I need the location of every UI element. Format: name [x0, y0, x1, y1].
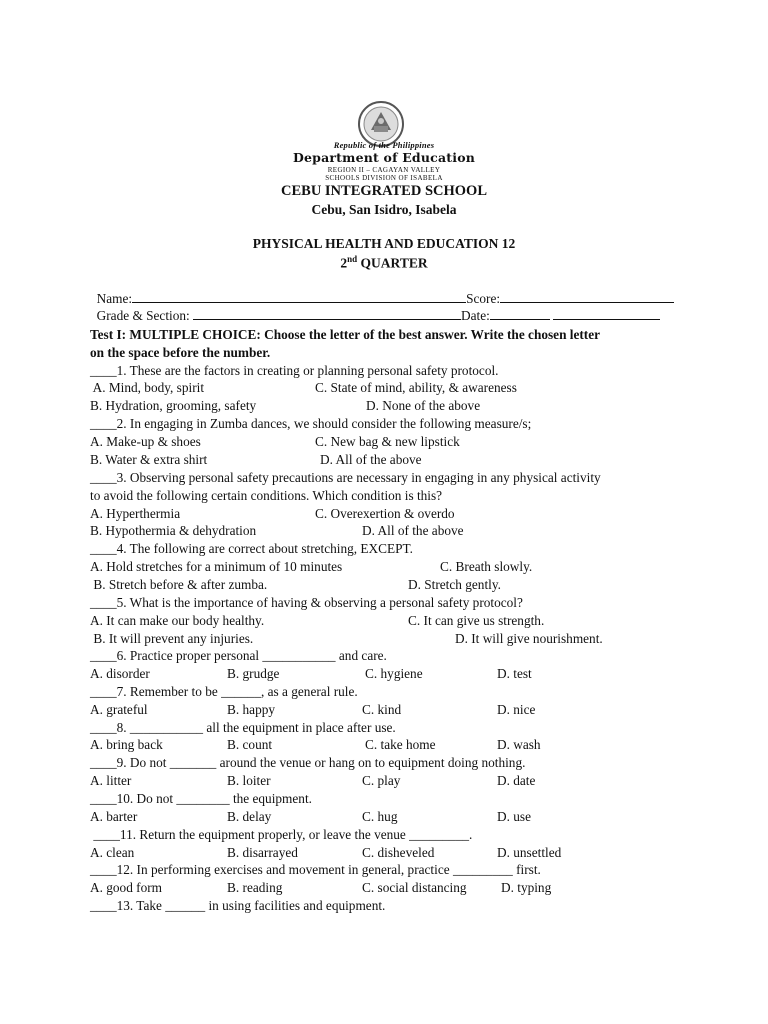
grade-section-blank[interactable] — [193, 307, 461, 320]
question-8: ____8. ___________ all the equipment in place after use. — [90, 720, 396, 735]
choice-c: C. play — [362, 773, 401, 788]
choice-a: A. good form — [90, 880, 163, 895]
choice-c: C. hug — [362, 809, 398, 824]
choice-b: B. Stretch before & after zumba. — [90, 577, 268, 592]
question-13: ____13. Take ______ in using facilities and equipment. — [90, 898, 386, 913]
region-line: REGION II – CAGAYAN VALLEY — [327, 166, 441, 174]
subject-title: PHYSICAL HEALTH AND EDUCATION 12 — [252, 236, 516, 251]
question-12: ____12. In performing exercises and movement in general, practice _________ first. — [90, 862, 541, 877]
choice-c: C. Overexertion & overdo — [315, 506, 455, 521]
choice-b: B. delay — [227, 809, 272, 824]
choice-a: A. Mind, body, spirit — [90, 380, 205, 395]
division-line: SCHOOLS DIVISION OF ISABELA — [325, 174, 443, 182]
choice-c: C. State of mind, ability, & awareness — [315, 380, 517, 395]
grade-date-row — [90, 290, 660, 324]
choice-b: B. grudge — [227, 666, 280, 681]
choice-c: C. Breath slowly. — [440, 559, 533, 574]
choice-b: B. Hydration, grooming, safety — [90, 398, 257, 413]
choice-b: B. happy — [227, 702, 276, 717]
choice-c: C. It can give us strength. — [408, 613, 545, 628]
choice-d: D. date — [497, 773, 536, 788]
choice-a: A. litter — [90, 773, 132, 788]
choice-a: A. clean — [90, 845, 135, 860]
choice-b: B. count — [227, 737, 273, 752]
choice-d: D. test — [497, 666, 532, 681]
choice-a: A. Hold stretches for a minimum of 10 minutes — [90, 559, 343, 574]
choice-a: A. bring back — [90, 737, 163, 752]
score-label: Score: — [466, 291, 501, 306]
school-name: CEBU INTEGRATED SCHOOL — [281, 183, 487, 199]
quarter-title — [0, 254, 768, 272]
choice-c: C. disheveled — [362, 845, 435, 860]
choice-b: B. loiter — [227, 773, 271, 788]
choice-c: C. hygiene — [365, 666, 423, 681]
question-10: ____10. Do not ________ the equipment. — [90, 791, 312, 806]
choice-d: D. None of the above — [366, 398, 481, 413]
choice-d: D. typing — [501, 880, 552, 895]
question-7: ____7. Remember to be ______, as a general rule. — [90, 684, 358, 699]
quarter-suffix: nd — [347, 254, 358, 264]
date-blank-2[interactable] — [553, 307, 660, 320]
choice-c: C. take home — [365, 737, 436, 752]
question-5: ____5. What is the importance of having & observing a personal safety protocol? — [90, 595, 523, 610]
name-label: Name: — [96, 291, 133, 306]
choice-b: B. reading — [227, 880, 283, 895]
grade-section-label: Grade & Section: — [96, 308, 194, 323]
choice-c: C. New bag & new lipstick — [315, 434, 460, 449]
department-name: Department of Education — [292, 150, 476, 165]
choice-b: B. disarrayed — [227, 845, 298, 860]
question-11: ____11. Return the equipment properly, or leave the venue _________. — [90, 827, 473, 842]
choice-b: B. Hypothermia & dehydration — [90, 523, 257, 538]
question-3: ____3. Observing personal safety precautions are necessary in engaging in any physical activity — [90, 470, 601, 485]
choice-a: A. Make-up & shoes — [90, 434, 201, 449]
choice-c: C. kind — [362, 702, 402, 717]
question-9: ____9. Do not _______ around the venue or hang on to equipment doing nothing. — [90, 755, 526, 770]
choice-d: D. use — [497, 809, 531, 824]
choice-d: D. All of the above — [320, 452, 422, 467]
question-2: ____2. In engaging in Zumba dances, we should consider the following measure/s; — [90, 416, 532, 431]
choice-a: A. barter — [90, 809, 138, 824]
instructions-line-1: Test I: MULTIPLE CHOICE: Choose the letter of the best answer. Write the chosen letter — [90, 327, 601, 342]
choice-a: A. It can make our body healthy. — [90, 613, 265, 628]
choice-b: B. Water & extra shirt — [90, 452, 208, 467]
instructions-line-2: on the space before the number. — [90, 345, 271, 360]
date-label: Date: — [461, 308, 490, 323]
choice-d: D. unsettled — [497, 845, 562, 860]
choice-a: A. disorder — [90, 666, 150, 681]
choice-d: D. It will give nourishment. — [455, 631, 603, 646]
choice-d: D. Stretch gently. — [408, 577, 501, 592]
choice-d: D. All of the above — [362, 523, 464, 538]
republic-line: Republic of the Philippines — [333, 140, 435, 150]
question-1: ____1. These are the factors in creating or planning personal safety protocol. — [90, 363, 499, 378]
school-address: Cebu, San Isidro, Isabela — [311, 202, 457, 217]
question-6: ____6. Practice proper personal ___________ and care. — [90, 648, 387, 663]
quarter-number: 2 — [340, 255, 348, 271]
date-blank-1[interactable] — [490, 307, 550, 320]
choice-a: A. grateful — [90, 702, 148, 717]
choice-d: D. nice — [497, 702, 536, 717]
choice-b: B. It will prevent any injuries. — [90, 631, 254, 646]
quarter-word: QUARTER — [357, 255, 428, 271]
question-3-continued: to avoid the following certain conditions. Which condition is this? — [90, 488, 443, 503]
choice-a: A. Hyperthermia — [90, 506, 181, 521]
question-4: ____4. The following are correct about stretching, EXCEPT. — [90, 541, 413, 556]
choice-d: D. wash — [497, 737, 541, 752]
choice-c: C. social distancing — [362, 880, 467, 895]
